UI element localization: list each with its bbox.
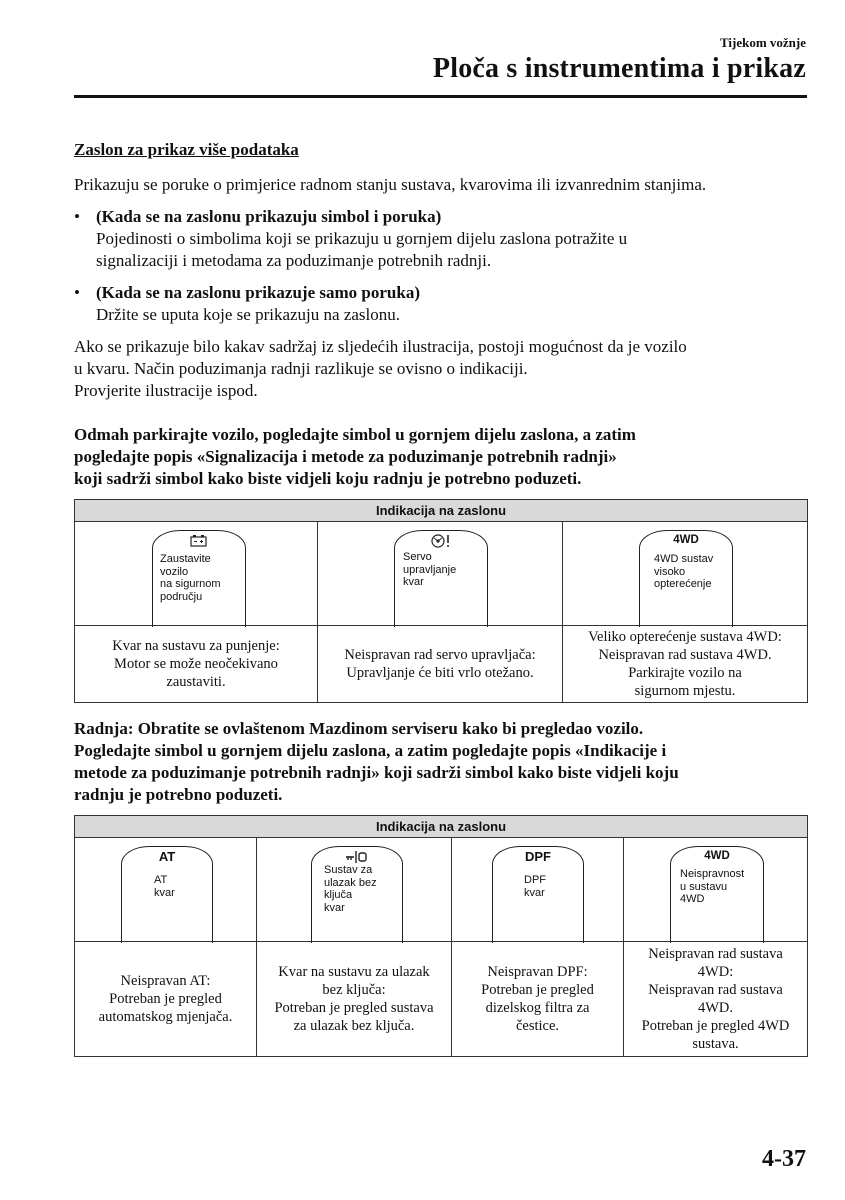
indication-description: Neispravan rad servo upravljača: Upravljanje će biti vrlo otežano. [318, 626, 563, 703]
display-cell [75, 522, 318, 626]
indication-description: Neispravan rad sustava 4WD: Neispravan rad sustava 4WD. Potreban je pregled 4WD sustava. [624, 942, 808, 1057]
instruction-line: radnju je potrebno poduzeti. [74, 785, 283, 804]
bullet-item [74, 206, 794, 272]
display-message: DPF kvar [524, 874, 546, 899]
indication-description: Neispravan DPF: Potreban je pregled dizelskog filtra za čestice. [452, 942, 624, 1057]
bullet-title: (Kada se na zaslonu prikazuje samo poruka) [96, 283, 420, 302]
section-heading: Zaslon za prikaz više podataka [74, 140, 299, 159]
bullet-dot: • [74, 207, 80, 226]
indication-table-2 [74, 815, 808, 1057]
table-header: Indikacija na zaslonu [75, 500, 808, 522]
4wd-icon: 4WD [704, 850, 730, 862]
display-screen [670, 846, 764, 943]
paragraph-line: Ako se prikazuje bilo kakav sadržaj iz sljedećih ilustracija, postoji mogućnost da je vozilo [74, 337, 687, 356]
display-message: AT kvar [154, 874, 175, 899]
indication-table-1 [74, 499, 808, 703]
display-screen [311, 846, 403, 943]
paragraph-line: Provjerite ilustracije ispod. [74, 381, 258, 400]
indication-description: Veliko opterećenje sustava 4WD: Neispravan rad sustava 4WD. Parkirajte vozilo na sigurnom mjestu. [563, 626, 808, 703]
paragraph-line: u kvaru. Način poduzimanja radnji razlikuje se ovisno o indikaciji. [74, 359, 528, 378]
display-cell [563, 522, 808, 626]
indication-description: Kvar na sustavu za punjenje: Motor se može neočekivano zaustaviti. [75, 626, 318, 703]
bullet-title: (Kada se na zaslonu prikazuju simbol i poruka) [96, 207, 442, 226]
dpf-icon: DPF [525, 849, 551, 864]
instruction-block-1 [74, 424, 636, 490]
display-message: Sustav za ulazak bez ključa kvar [324, 864, 377, 914]
instruction-line: metode za poduzimanje potrebnih radnji» koji sadrži simbol kako biste vidjeli koju [74, 763, 679, 782]
display-cell [318, 522, 563, 626]
display-message: Servo upravljanje kvar [403, 551, 457, 588]
power-steering-warning-icon [429, 533, 453, 549]
display-screen [492, 846, 584, 943]
display-message: Neispravnost u sustavu 4WD [680, 868, 745, 905]
instruction-line: Pogledajte simbol u gornjem dijelu zaslona, a zatim pogledajte popis «Indikacije i [74, 741, 667, 760]
instruction-line: pogledajte popis «Signalizacija i metode za poduzimanje potrebnih radnji» [74, 447, 617, 466]
table-header: Indikacija na zaslonu [75, 816, 808, 838]
title-rule [74, 95, 807, 98]
4wd-icon: 4WD [673, 534, 699, 546]
bullet-dot: • [74, 283, 80, 302]
display-message: 4WD sustav visoko opterećenje [654, 553, 714, 590]
instruction-line: Radnja: Obratite se ovlaštenom Mazdinom serviseru kako bi pregledao vozilo. [74, 719, 644, 738]
intro-paragraph: Prikazuju se poruke o primjerice radnom stanju sustava, kvarovima ili izvanrednim stanjima. [74, 175, 707, 194]
display-screen [639, 530, 733, 627]
display-screen [152, 530, 246, 627]
instruction-block-2 [74, 718, 679, 806]
display-cell [257, 838, 452, 942]
bullet-item [74, 282, 794, 326]
keyless-entry-icon [345, 850, 369, 864]
battery-icon [189, 534, 209, 548]
instruction-line: Odmah parkirajte vozilo, pogledajte simbol u gornjem dijelu zaslona, a zatim [74, 425, 636, 444]
paragraph-2 [74, 336, 687, 402]
instruction-line: koji sadrži simbol kako biste vidjeli koju radnju je potrebno poduzeti. [74, 469, 582, 488]
indication-description: Kvar na sustavu za ulazak bez ključa: Potreban je pregled sustava za ulazak bez ključa. [257, 942, 452, 1057]
display-cell [452, 838, 624, 942]
display-screen [394, 530, 488, 627]
bullet-line: Pojedinosti o simbolima koji se prikazuju u gornjem dijelu zaslona potražite u [96, 229, 628, 248]
display-message: Zaustavite vozilo na sigurnom području [160, 553, 221, 603]
bullet-line: signalizaciji i metodama za poduzimanje potrebnih radnji. [96, 251, 492, 270]
at-icon: AT [158, 849, 176, 864]
section-name: Tijekom vožnje [719, 35, 806, 50]
page-title: Ploča s instrumentima i prikaz [432, 53, 806, 84]
display-cell [75, 838, 257, 942]
indication-description: Neispravan AT: Potreban je pregled automatskog mjenjača. [75, 942, 257, 1057]
display-screen [121, 846, 213, 943]
bullet-line: Držite se uputa koje se prikazuju na zaslonu. [96, 305, 401, 324]
display-cell [624, 838, 808, 942]
page-number: 4-37 [762, 1146, 806, 1172]
